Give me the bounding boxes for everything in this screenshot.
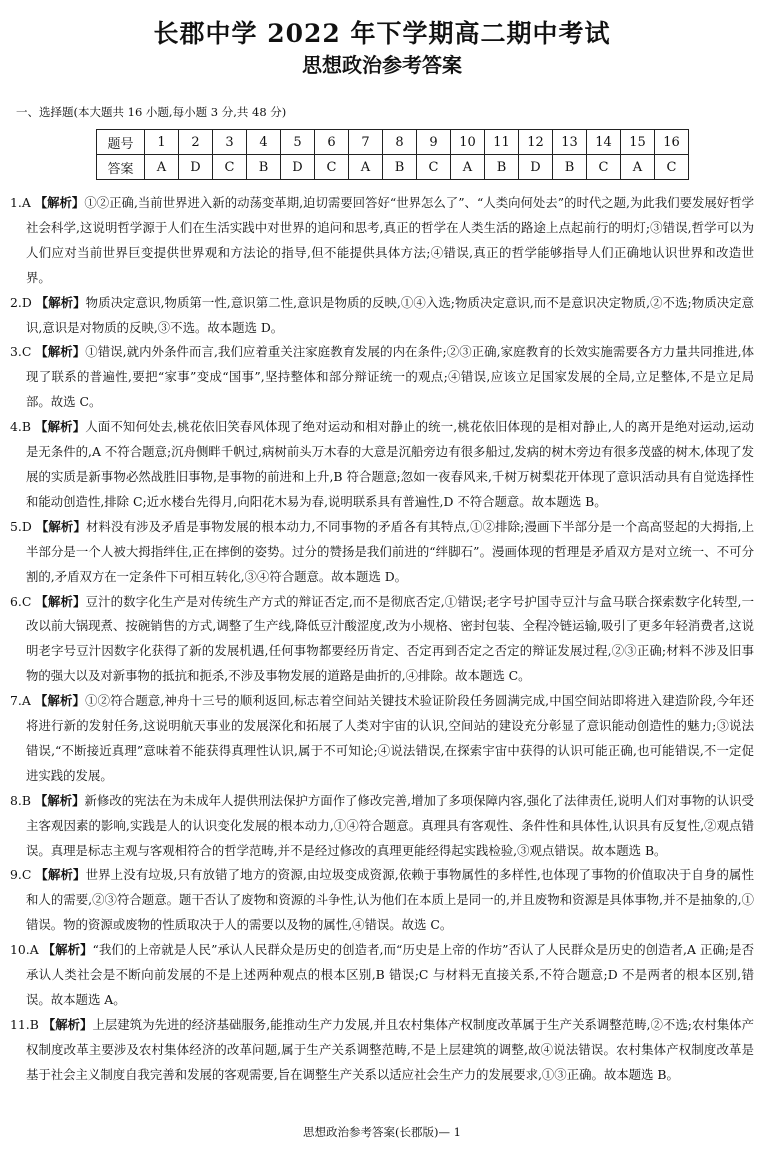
question-number: 4 xyxy=(247,130,281,155)
question-number: 11 xyxy=(485,130,519,155)
explanation-item xyxy=(10,291,754,341)
item-number: 6.C xyxy=(10,593,32,609)
item-number: 2.D xyxy=(10,294,32,310)
question-number: 15 xyxy=(621,130,655,155)
explanation-item xyxy=(10,415,754,515)
explanation-item xyxy=(10,1013,754,1088)
item-text: “我们的上帝就是人民”承认人民群众是历史的创造者,而“历史是上帝的作坊”否认了人民群众是历史的创造者,A 正确;是否承认人类社会是不断向前发展的不是上述两种观点的根本区别,B 错误;C 与材料无直接关系,不符合题意;D 不是两者的根本区别,错误。故本题选 A。 xyxy=(26,942,754,1007)
analysis-tag: 【解析】 xyxy=(35,419,86,435)
analysis-tag: 【解析】 xyxy=(34,195,85,210)
answer-letter: C xyxy=(213,155,247,180)
page-subtitle: 思想政治参考答案 xyxy=(302,53,462,77)
answer-letter: D xyxy=(179,155,213,180)
answer-letter: C xyxy=(655,155,689,180)
answer-letter: A xyxy=(621,155,655,180)
page-title: 长郡中学 2022 年下学期高二期中考试 xyxy=(153,19,611,48)
question-number: 9 xyxy=(417,130,451,155)
item-text: ①②正确,当前世界进入新的动荡变革期,迫切需要回答好“世界怎么了”、“人类向何处去”的时代之题,为此我们要发展好哲学社会科学,这说明哲学源于人们在生活实践中对世界的追问和思考,真正的哲学在人类生活的路途上点起前行的明灯;③错误,哲学可以为人们应对当前世界巨变提供世界观和方法论的指导,但不能提供具体方法;④错误,真正的哲学能够指导人们正确地认识世界和改造世界。 xyxy=(26,195,754,285)
item-number: 3.C xyxy=(10,344,32,360)
explanation-item xyxy=(10,789,754,864)
item-number: 1.A xyxy=(10,195,31,210)
analysis-tag: 【解析】 xyxy=(35,593,86,609)
question-number: 3 xyxy=(213,130,247,155)
item-number: 5.D xyxy=(10,518,32,534)
answer-table-number-row xyxy=(97,130,689,155)
answer-letter: A xyxy=(349,155,383,180)
item-text: 新修改的宪法在为未成年人提供刑法保护方面作了修改完善,增加了多项保障内容,强化了法律责任,说明人们对事物的认识受主客观因素的影响,实践是人的认识变化发展的根本动力,①④符合题意。真理具有客观性、条件性和具体性,认识具有反复性,②观点错误。真理是标志主观与客观相符合的哲学范畴,并不是经过修改的真理更能经得起实践检验,③观点错误。故本题选 B。 xyxy=(26,792,754,858)
explanation-item xyxy=(10,515,754,590)
answer-letter: A xyxy=(145,155,179,180)
explanation-item xyxy=(10,191,754,291)
explanation-item xyxy=(10,340,754,415)
question-number: 7 xyxy=(349,130,383,155)
question-number: 5 xyxy=(281,130,315,155)
section-heading: 一、选择题(本大题共 16 小题,每小题 3 分,共 48 分) xyxy=(16,105,287,119)
answer-letter: C xyxy=(315,155,349,180)
item-text: 人面不知何处去,桃花依旧笑春风体现了绝对运动和相对静止的统一,桃花依旧体现的是相对静止,人的离开是绝对运动,运动是无条件的,A 不符合题意;沉舟侧畔千帆过,病树前头万木春的大意是沉船旁边有很多船过,发病的树木旁边有很多茂盛的树木,体现了发展的实质是新事物必然战胜旧事物,是事物的前进和上升,B 符合题意;忽如一夜春风来,千树万树梨花开体现了意识活动具有自觉选择性和能动创造性,排除 C;近水楼台先得月,向阳花木易为春,说明联系具有普遍性,D 不符合题意。故本题选 B。 xyxy=(26,419,754,509)
item-text: ①②符合题意,神舟十三号的顺利返回,标志着空间站关键技术验证阶段任务圆满完成,中国空间站即将进入建造阶段,今年还将进行新的发射任务,这说明航天事业的发展深化和拓展了人类对宇宙的认识,空间站的建设充分彰显了意识能动创造性的魅力;③说法错误,“不断接近真理”意味着不能获得真理性认识,属于不可知论;④说法错误,在探索宇宙中获得的认识可能正确,也可能错误,不一定促进实践的发展。 xyxy=(26,693,754,783)
analysis-tag: 【解析】 xyxy=(35,518,86,534)
item-number: 11.B xyxy=(10,1016,39,1032)
question-number: 14 xyxy=(587,130,621,155)
item-number: 4.B xyxy=(10,419,31,435)
answer-letter: C xyxy=(587,155,621,180)
answer-letter: B xyxy=(485,155,519,180)
item-number: 9.C xyxy=(10,867,32,883)
item-text: 上层建筑为先进的经济基础服务,能推动生产力发展,并且农村集体产权制度改革属于生产关系调整范畴,②不选;农村集体产权制度改革主要涉及农村集体经济的改革问题,属于生产关系调整范畴,不是上层建筑的调整,故④说法错误。农村集体产权制度改革是基于社会主义制度自我完善和发展的客观需要,旨在调整生产关系以适应社会生产力的发展要求,①③正确。故本题选 B。 xyxy=(26,1016,754,1082)
explanation-item xyxy=(10,689,754,789)
page-footer: 思想政治参考答案(长郡版)— 1 xyxy=(303,1125,461,1139)
analysis-tag: 【解析】 xyxy=(35,344,86,360)
analysis-tag: 【解析】 xyxy=(35,867,86,883)
answer-letter: C xyxy=(417,155,451,180)
question-number: 10 xyxy=(451,130,485,155)
question-number: 8 xyxy=(383,130,417,155)
item-text: 豆汁的数字化生产是对传统生产方式的辩证否定,而不是彻底否定,①错误;老字号护国寺豆汁与盒马联合探索数字化转型,一改以前大锅现煮、按碗销售的方式,调整了生产线,降低豆汁酸涩度,改为小规格、密封包装、全程冷链运输,吸引了更多年轻消费者,这说明老字号豆汁因数字化获得了新的发展机遇,任何事物都要经历肯定、否定再到否定之否定的辩证发展过程,②③正确;材料不涉及旧事物的强大以及对新事物的抵抗和扼杀,不涉及事物发展的道路是曲折的,④排除。故本题选 C。 xyxy=(26,593,754,684)
question-number: 2 xyxy=(179,130,213,155)
answer-letter: B xyxy=(383,155,417,180)
analysis-tag: 【解析】 xyxy=(35,294,86,310)
item-text: ①错误,就内外条件而言,我们应着重关注家庭教育发展的内在条件;②③正确,家庭教育的长效实施需要各方力量共同推进,体现了联系的普遍性,要把“家事”变成“国事”,坚持整体和部分辩证统一的观点;④错误,应该立足国家发展的全局,立足整体,不是立足局部。故选 C。 xyxy=(26,344,754,410)
row-label-answers: 答案 xyxy=(97,155,145,180)
explanation-item xyxy=(10,938,754,1013)
explanation-item xyxy=(10,863,754,938)
question-number: 12 xyxy=(519,130,553,155)
question-number: 13 xyxy=(553,130,587,155)
answer-letter: B xyxy=(553,155,587,180)
item-number: 7.A xyxy=(10,693,31,709)
analysis-tag: 【解析】 xyxy=(42,942,93,958)
explanation-item xyxy=(10,590,754,690)
analysis-tag: 【解析】 xyxy=(34,792,85,808)
analysis-tag: 【解析】 xyxy=(34,693,86,709)
answer-letter: B xyxy=(247,155,281,180)
question-number: 1 xyxy=(145,130,179,155)
item-text: 材料没有涉及矛盾是事物发展的根本动力,不同事物的矛盾各有其特点,①②排除;漫画下半部分是一个高高竖起的大拇指,上半部分是一个人被大拇指绊住,正在摔倒的姿势。过分的赞扬是我们前进的“绊脚石”。漫画体现的哲理是矛盾双方是对立统一、不可分割的,矛盾双方在一定条件下可相互转化,③④符合题意。故本题选 D。 xyxy=(26,518,754,584)
row-label-numbers: 题号 xyxy=(97,130,145,155)
item-number: 10.A xyxy=(10,942,39,958)
item-text: 世界上没有垃圾,只有放错了地方的资源,由垃圾变成资源,依赖于事物属性的多样性,也体现了事物的价值取决于自身的属性和人的需要,②③符合题意。题干否认了废物和资源的斗争性,认为他们在本质上是同一的,并且废物和资源是具体事物,并不是抽象的,①错误。物的资源或废物的性质取决于人的需要以及物的属性,④错误。故选 C。 xyxy=(26,867,754,933)
answer-table-answer-row xyxy=(97,155,689,180)
question-number: 6 xyxy=(315,130,349,155)
explanation-list xyxy=(10,191,754,1088)
answer-letter: D xyxy=(519,155,553,180)
item-number: 8.B xyxy=(10,792,31,808)
answer-table xyxy=(96,129,689,180)
answer-letter: A xyxy=(451,155,485,180)
answer-letter: D xyxy=(281,155,315,180)
analysis-tag: 【解析】 xyxy=(42,1016,93,1032)
item-text: 物质决定意识,物质第一性,意识第二性,意识是物质的反映,①④入选;物质决定意识,而不是意识决定物质,②不选;物质决定意识,意识是对物质的反映,③不选。故本题选 D。 xyxy=(26,294,754,335)
question-number: 16 xyxy=(655,130,689,155)
